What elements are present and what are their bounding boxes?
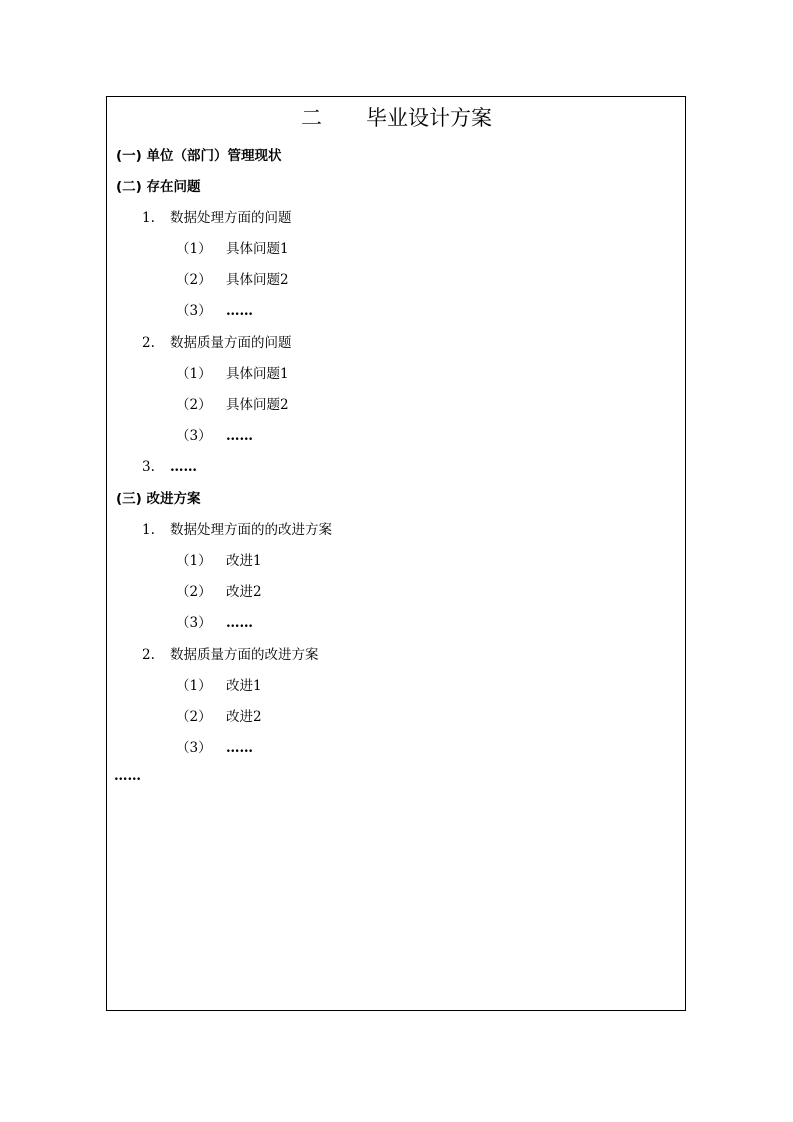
list-text: 改进1 — [226, 678, 262, 694]
list-text: 具体问题2 — [226, 397, 289, 413]
list-number: （1） — [176, 366, 212, 382]
section-heading-current-status: (一) 单位（部门）管理现状 — [116, 148, 282, 164]
list-number: （1） — [176, 241, 212, 257]
list-item — [176, 239, 289, 259]
list-text: 数据质量方面的问题 — [170, 335, 292, 351]
list-text: 数据质量方面的改进方案 — [170, 647, 319, 663]
trailing-ellipsis: …… — [114, 768, 141, 784]
list-number: （2） — [176, 272, 212, 288]
list-item — [176, 738, 253, 758]
list-text: 具体问题2 — [226, 272, 289, 288]
title-text: 毕业设计方案 — [366, 106, 492, 130]
list-number: （3） — [176, 615, 212, 631]
list-number: 2. — [142, 647, 155, 663]
list-number: 1. — [142, 522, 155, 538]
list-text: 改进2 — [226, 709, 262, 725]
list-item — [176, 426, 253, 446]
list-text: …… — [226, 740, 253, 756]
list-item — [142, 645, 319, 665]
page-title — [0, 104, 793, 132]
list-text: 数据处理方面的的改进方案 — [170, 522, 332, 538]
list-number: （1） — [176, 553, 212, 569]
list-text: …… — [226, 303, 253, 319]
list-item — [176, 582, 262, 602]
list-text: …… — [170, 459, 197, 475]
list-item — [142, 333, 292, 353]
list-number: （1） — [176, 678, 212, 694]
list-item — [142, 520, 332, 540]
list-text: …… — [226, 428, 253, 444]
list-item — [176, 270, 289, 290]
list-number: （2） — [176, 584, 212, 600]
list-number: （2） — [176, 397, 212, 413]
list-number: （3） — [176, 740, 212, 756]
list-number: 3. — [142, 459, 155, 475]
list-number: （3） — [176, 303, 212, 319]
list-item — [142, 457, 197, 477]
list-item — [176, 613, 253, 633]
list-number: 2. — [142, 335, 155, 351]
section-heading-improvement-plan: (三) 改进方案 — [116, 491, 201, 507]
list-number: （2） — [176, 709, 212, 725]
list-item — [176, 676, 262, 696]
list-number: 1. — [142, 210, 155, 226]
list-text: 具体问题1 — [226, 241, 289, 257]
list-item — [176, 395, 289, 415]
list-item — [176, 364, 289, 384]
title-number: 二 — [301, 106, 322, 130]
section-heading-problems: (二) 存在问题 — [116, 179, 201, 195]
list-text: …… — [226, 615, 253, 631]
list-text: 具体问题1 — [226, 366, 289, 382]
list-item — [142, 208, 292, 228]
list-number: （3） — [176, 428, 212, 444]
list-text: 改进1 — [226, 553, 262, 569]
list-item — [176, 707, 262, 727]
list-item — [176, 301, 253, 321]
list-item — [176, 551, 262, 571]
list-text: 数据处理方面的问题 — [170, 210, 292, 226]
list-text: 改进2 — [226, 584, 262, 600]
